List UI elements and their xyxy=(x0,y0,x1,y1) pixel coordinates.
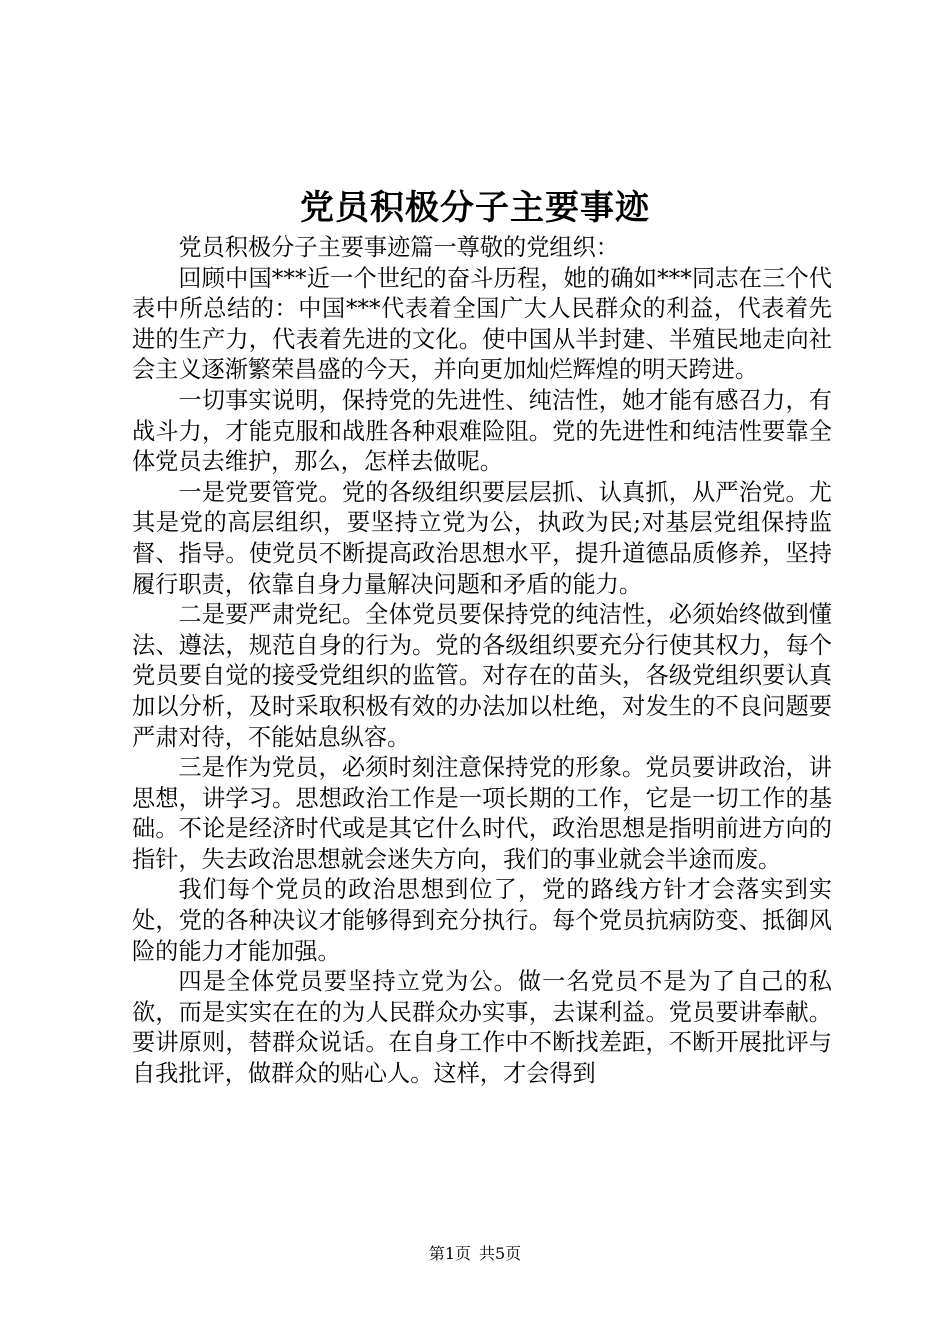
paragraph: 我们每个党员的政治思想到位了，党的路线方针才会落实到实处，党的各种决议才能够得到充分执行。每个党员抗病防变、抵御风险的能力才能加强。 xyxy=(132,876,832,965)
paragraph: 三是作为党员，必须时刻注意保持党的形象。党员要讲政治，讲思想，讲学习。思想政治工作是一项长期的工作，它是一切工作的基础。不论是经济时代或是其它什么时代，政治思想是指明前进方向的指针，失去政治思想就会迷失方向，我们的事业就会半途而废。 xyxy=(132,754,832,873)
page-footer xyxy=(0,1243,950,1265)
paragraph: 四是全体党员要坚持立党为公。做一名党员不是为了自己的私欲，而是实实在在的为人民群众办实事，去谋利益。党员要讲奉献。要讲原则，替群众说话。在自身工作中不断找差距，不断开展批评与自我批评，做群众的贴心人。这样，才会得到 xyxy=(132,968,832,1088)
document-body xyxy=(132,233,832,1090)
page-number: 第1页 xyxy=(428,1244,471,1263)
paragraph: 一切事实说明，保持党的先进性、纯洁性，她才能有感召力，有战斗力，才能克服和战胜各种艰难险阻。党的先进性和纯洁性要靠全体党员去维护，那么，怎样去做呢。 xyxy=(132,386,832,476)
paragraph: 一是党要管党。党的各级组织要层层抓、认真抓，从严治党。尤其是党的高层组织，要坚持立党为公，执政为民;对基层党组保持监督、指导。使党员不断提高政治思想水平，提升道德品质修养，坚持履行职责，依靠自身力量解决问题和矛盾的能力。 xyxy=(132,478,832,598)
paragraph: 回顾中国***近一个世纪的奋斗历程，她的确如***同志在三个代表中所总结的：中国***代表着全国广大人民群众的利益，代表着先进的生产力，代表着先进的文化。使中国从半封建、半殖民地走向社会主义逐渐繁荣昌盛的今天，并向更加灿烂辉煌的明天跨进。 xyxy=(132,264,832,384)
document-title: 党员积极分子主要事迹 xyxy=(300,188,650,228)
paragraph: 二是要严肃党纪。全体党员要保持党的纯洁性，必须始终做到懂法、遵法，规范自身的行为。党的各级组织要充分行使其权力，每个党员要自觉的接受党组织的监管。对存在的苗头，各级党组织要认真加以分析，及时采取积极有效的办法加以杜绝，对发生的不良问题要严肃对待，不能姑息纵容。 xyxy=(132,601,832,751)
page-total: 共5页 xyxy=(479,1244,522,1263)
paragraph: 党员积极分子主要事迹篇一尊敬的党组织： xyxy=(178,234,619,261)
